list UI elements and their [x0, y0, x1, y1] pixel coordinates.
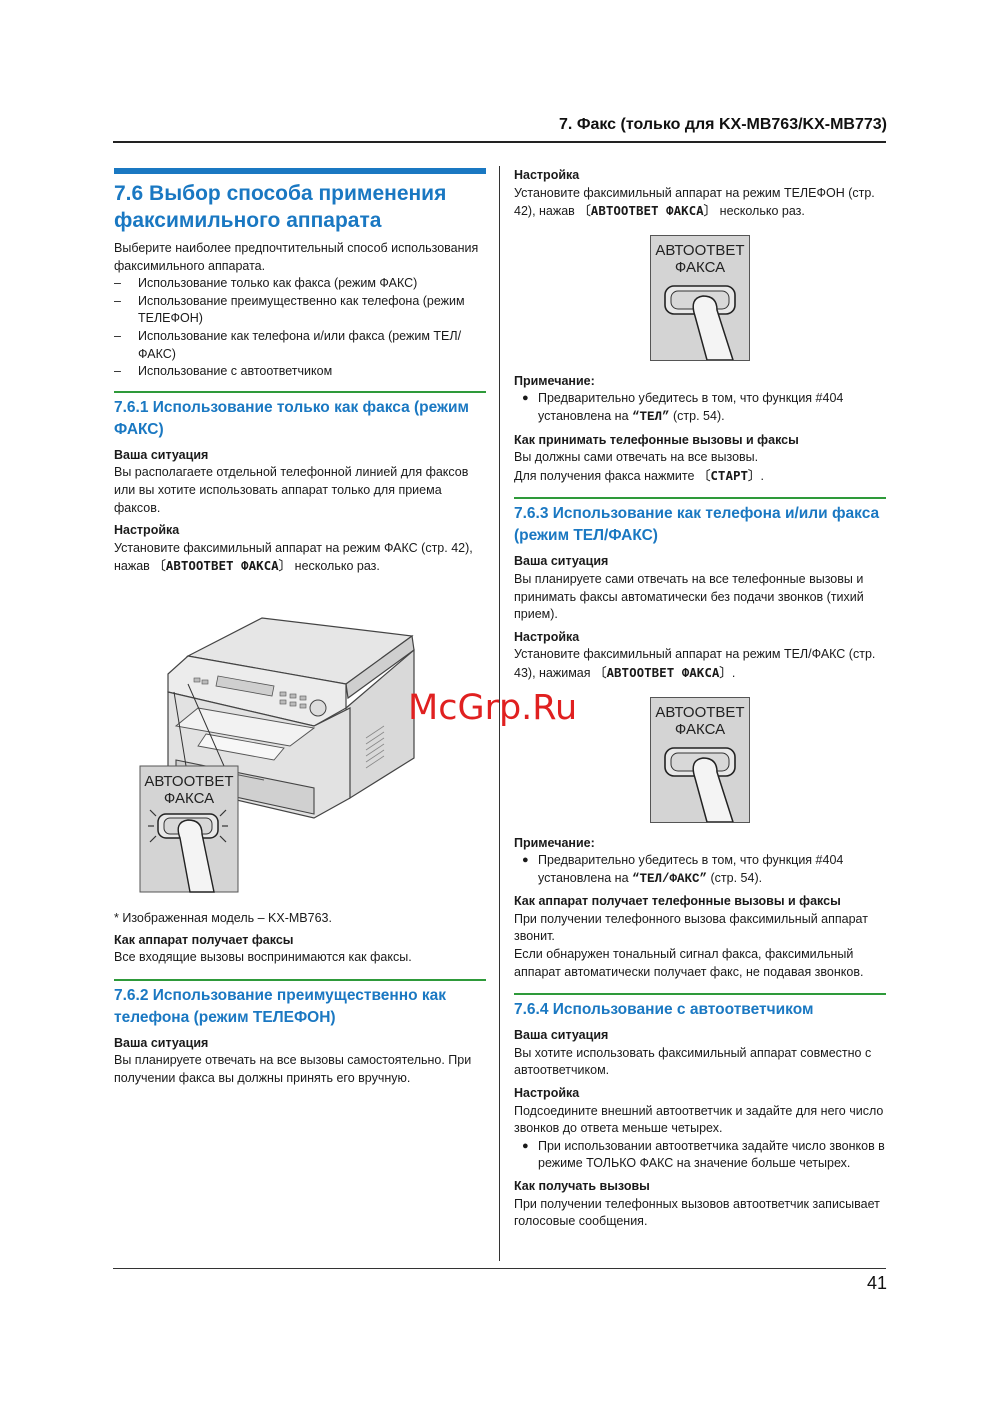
button-caption: АВТООТВЕТ — [655, 241, 745, 259]
auto-answer-key: 〔АВТООТВЕТ ФАКСА〕 — [153, 558, 292, 574]
setup-label: Настройка — [514, 1086, 580, 1101]
setup-label: Настройка — [114, 523, 180, 538]
chapter-header: 7. Факс (только для KX-MB763/KX-MB773) — [559, 116, 887, 133]
receive-text: Все входящие вызовы воспринимаются как факсы. — [114, 950, 412, 965]
list-item — [114, 328, 486, 363]
situation-label: Ваша ситуация — [114, 1035, 209, 1050]
receive-text: При получении телефонного вызова факсимильный аппарат звонит. — [514, 911, 868, 944]
setup-bullet — [514, 1138, 886, 1173]
note-bullet — [514, 852, 886, 888]
receive-text: Вы должны сами отвечать на все вызовы. — [514, 450, 759, 465]
setup-text-part: Установите факсимильный аппарат на режим ФАКС (стр. 42), нажав — [114, 540, 473, 574]
dash-marker: – — [114, 328, 121, 343]
model-note: * Изображенная модель – KX-MB763. — [114, 910, 332, 925]
page-number: 41 — [866, 1273, 887, 1293]
receive-label: Как принимать телефонные вызовы и факсы — [514, 432, 799, 447]
setup-text — [514, 185, 886, 221]
setup-text-part: несколько раз. — [716, 204, 805, 219]
dash-marker: – — [114, 364, 121, 379]
lcd-value: “ТЕЛ/ФАКС” — [632, 871, 708, 886]
button-caption: ФАКСА — [674, 258, 726, 276]
setup-text: Подсоедините внешний автоответчик и задайте для него число звонков до ответа меньше четырех. — [514, 1103, 884, 1136]
button-caption: АВТООТВЕТ — [144, 772, 234, 790]
subsection-title-762: 7.6.2 Использование преимущественно как телефона (режим ТЕЛЕФОН) — [114, 986, 447, 1026]
finger-press-icon — [651, 236, 749, 360]
bullet-marker: ● — [522, 1139, 529, 1152]
footer-rule — [113, 1268, 886, 1269]
setup-text-part: Установите факсимильный аппарат на режим ТЕЛ/ФАКС (стр. 43), нажимая — [514, 647, 876, 680]
auto-answer-key: 〔АВТООТВЕТ ФАКСА〕 — [578, 203, 717, 219]
subsection-rule — [114, 391, 486, 393]
mode-label: Использование преимущественно как телефона (режим ТЕЛЕФОН) — [138, 293, 465, 326]
printer-icon — [114, 588, 486, 906]
subsection-title-763: 7.6.3 Использование как телефона и/или факса (режим ТЕЛ/ФАКС) — [514, 505, 880, 545]
auto-answer-key: 〔АВТООТВЕТ ФАКСА〕 — [594, 664, 732, 680]
setup-bullet-text: При использовании автоответчика задайте число звонков в режиме ТОЛЬКО ФАКС на значение больше четырех. — [538, 1138, 885, 1171]
finger-press-icon — [651, 698, 749, 822]
setup-text-part: несколько раз. — [291, 559, 380, 574]
subsection-rule — [514, 497, 886, 499]
situation-label: Ваша ситуация — [514, 1028, 609, 1043]
mode-label: Использование с автоответчиком — [138, 364, 333, 379]
subsection-title-761: 7.6.1 Использование только как факса (режим ФАКС) — [114, 398, 470, 438]
watermark: McGrp.Ru — [408, 688, 578, 728]
setup-text — [114, 540, 486, 576]
button-caption: ФАКСА — [674, 720, 726, 738]
setup-text-part: Установите факсимильный аппарат на режим ТЕЛЕФОН (стр. 42), нажав — [514, 185, 875, 219]
dash-marker: – — [114, 293, 121, 308]
list-item — [114, 363, 486, 381]
receive-text-part: . — [760, 468, 765, 483]
list-item — [114, 275, 486, 293]
situation-text: Вы располагаете отдельной телефонной линией для факсов или вы хотите использовать аппарат только для приема факсов. — [114, 465, 469, 515]
intro-text: Выберите наиболее предпочтительный способ использования факсимильного аппарата. — [114, 241, 479, 273]
subsection-title-764: 7.6.4 Использование с автоответчиком — [514, 1001, 814, 1019]
note-text-part: Предварительно убедитесь в том, что функция #404 установлена на — [538, 391, 844, 423]
start-key: 〔СТАРТ〕 — [697, 467, 761, 483]
receive-label: Как аппарат получает телефонные вызовы и факсы — [514, 894, 841, 909]
situation-text: Вы планируете отвечать на все вызовы самостоятельно. При получении факса вы должны принять его вручную. — [114, 1053, 472, 1085]
setup-text-part: . — [731, 665, 736, 680]
section-title: 7.6 Выбор способа применения факсимильного аппарата — [114, 182, 447, 232]
note-label: Примечание: — [514, 835, 595, 850]
receive-text: Если обнаружен тональный сигнал факса, факсимильный аппарат автоматически получает факс, не подавая звонков. — [514, 947, 864, 979]
receive-text-part: Для получения факса нажмите — [514, 468, 698, 483]
receive-label: Как аппарат получает факсы — [114, 932, 294, 947]
setup-label: Настройка — [514, 629, 580, 644]
setup-text — [514, 646, 886, 682]
note-label: Примечание: — [514, 373, 595, 388]
setup-label: Настройка — [514, 168, 580, 182]
mfp-illustration — [114, 588, 486, 906]
header-rule — [113, 141, 886, 143]
button-caption: АВТООТВЕТ — [655, 703, 745, 721]
note-text-part: (стр. 54). — [669, 408, 725, 423]
receive-text: При получении телефонных вызовов автоответчик записывает голосовые сообщения. — [514, 1196, 880, 1229]
receive-text — [514, 467, 886, 486]
modes-list — [114, 275, 486, 381]
subsection-rule — [114, 979, 486, 981]
note-text-part: Предварительно убедитесь в том, что функция #404 установлена на — [538, 853, 844, 885]
button-caption: ФАКСА — [163, 789, 215, 807]
auto-answer-button-illustration — [650, 235, 750, 361]
list-item — [114, 293, 486, 328]
situation-text: Вы хотите использовать факсимильный аппарат совместно с автоответчиком. — [514, 1045, 872, 1078]
auto-answer-button-illustration — [650, 697, 750, 823]
situation-label: Ваша ситуация — [114, 447, 209, 462]
note-text-part: (стр. 54). — [707, 870, 763, 885]
lcd-value: “ТЕЛ” — [632, 409, 670, 424]
mode-label: Использование как телефона и/или факса (режим ТЕЛ/ФАКС) — [138, 328, 462, 361]
bullet-marker: ● — [522, 854, 529, 867]
left-column — [114, 168, 486, 1087]
subsection-rule — [514, 993, 886, 995]
bullet-marker: ● — [522, 392, 529, 405]
note-bullet — [514, 390, 886, 426]
situation-text: Вы планируете сами отвечать на все телефонные вызовы и принимать факсы автоматически без подачи звонков (тихий прием). — [514, 571, 864, 622]
section-bar — [114, 168, 486, 174]
receive-label: Как получать вызовы — [514, 1179, 650, 1193]
situation-label: Ваша ситуация — [514, 554, 609, 569]
dash-marker: – — [114, 276, 121, 291]
mode-label: Использование только как факса (режим ФАКС) — [138, 276, 418, 291]
